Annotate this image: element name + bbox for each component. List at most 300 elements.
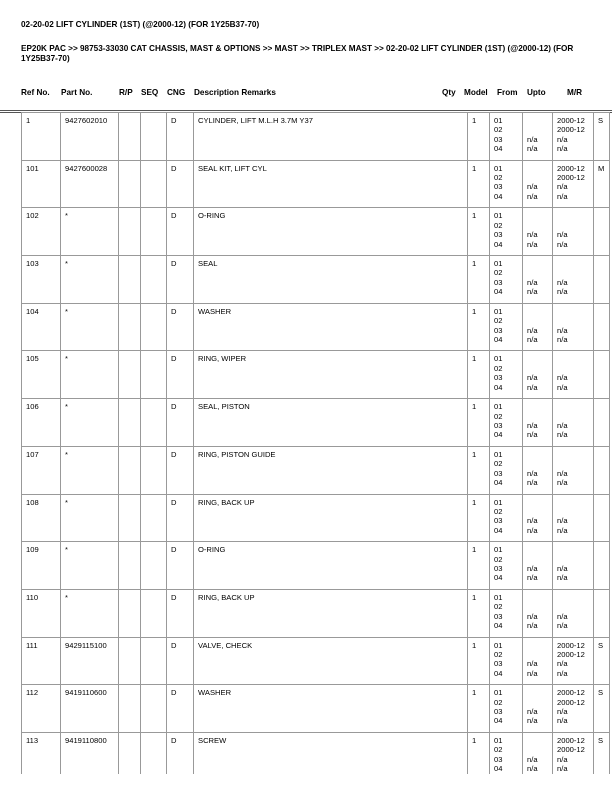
table-row <box>22 303 610 351</box>
model-line: 04 <box>494 287 503 297</box>
upto <box>553 256 594 304</box>
description: SCREW <box>194 732 468 773</box>
mr: M <box>594 160 610 208</box>
mr <box>594 542 610 590</box>
from-line <box>527 459 548 468</box>
part-no: * <box>61 208 119 256</box>
model-line: 01 <box>494 402 503 412</box>
model-line: 01 <box>494 259 503 269</box>
qty: 1 <box>468 303 490 351</box>
upto-line: n/a <box>557 144 568 154</box>
upto <box>553 303 594 351</box>
table-row <box>22 732 610 773</box>
ref-no: 113 <box>22 732 61 773</box>
qty: 1 <box>468 399 490 447</box>
model-line: 03 <box>494 373 503 383</box>
upto <box>553 542 594 590</box>
model-line: 04 <box>494 191 503 201</box>
from-line <box>527 641 548 650</box>
model-line: 01 <box>494 163 503 173</box>
ref-no: 111 <box>22 637 61 685</box>
seq-cell <box>141 589 167 637</box>
page-title: 02-20-02 LIFT CYLINDER (1ST) (@2000-12) (FOR 1Y25B37-70) <box>21 20 260 29</box>
upto-line: n/a <box>557 477 568 487</box>
from <box>523 399 553 447</box>
upto-line: n/a <box>557 563 568 573</box>
upto-line: n/a <box>557 134 568 144</box>
cng: D <box>167 589 194 637</box>
seq-cell <box>141 256 167 304</box>
model-line: 03 <box>494 134 503 144</box>
from-line <box>527 745 548 754</box>
from-line: n/a <box>527 230 538 240</box>
model-line: 02 <box>494 411 503 421</box>
seq-cell <box>141 637 167 685</box>
from-line <box>527 116 548 125</box>
cng: D <box>167 208 194 256</box>
rp-cell <box>119 685 141 733</box>
cng: D <box>167 256 194 304</box>
model-line: 04 <box>494 573 503 583</box>
header-qty: Qty <box>442 88 456 97</box>
model-line: 01 <box>494 306 503 316</box>
from-line <box>527 555 548 564</box>
upto-line <box>557 268 589 277</box>
from-line <box>527 450 548 459</box>
header-from: From <box>497 88 518 97</box>
seq-cell <box>141 732 167 773</box>
model-line: 02 <box>494 220 503 230</box>
rp-cell <box>119 637 141 685</box>
from-line <box>527 602 548 611</box>
model-line: 01 <box>494 116 503 125</box>
model <box>490 637 523 685</box>
model-line: 03 <box>494 420 503 430</box>
model-line: 02 <box>494 554 503 564</box>
mr <box>594 351 610 399</box>
cng: D <box>167 351 194 399</box>
from-line <box>527 164 548 173</box>
header-upto: Upto <box>527 88 546 97</box>
seq-cell <box>141 399 167 447</box>
header-mr: M/R <box>567 88 583 97</box>
from-line: n/a <box>527 191 538 201</box>
qty: 1 <box>468 446 490 494</box>
from-line: n/a <box>527 134 538 144</box>
model-line: 01 <box>494 354 503 364</box>
from-line: n/a <box>527 707 538 717</box>
from-line: n/a <box>527 516 538 526</box>
from-line <box>527 307 548 316</box>
upto <box>553 208 594 256</box>
from-line <box>527 736 548 745</box>
from <box>523 494 553 542</box>
from-line: n/a <box>527 239 538 249</box>
seq-cell <box>141 113 167 161</box>
model-line: 01 <box>494 640 503 650</box>
rp-cell <box>119 589 141 637</box>
upto-line: n/a <box>557 430 568 440</box>
model-line: 02 <box>494 268 503 278</box>
from-line <box>527 316 548 325</box>
model-line: 03 <box>494 707 503 717</box>
qty: 1 <box>468 732 490 773</box>
upto-line: n/a <box>557 191 568 201</box>
from-line: n/a <box>527 382 538 392</box>
upto-line: n/a <box>557 373 568 383</box>
model <box>490 685 523 733</box>
ref-no: 106 <box>22 399 61 447</box>
from-line <box>527 402 548 411</box>
part-no: * <box>61 256 119 304</box>
upto <box>553 732 594 773</box>
upto-line: 2000-12 <box>557 173 585 183</box>
rp-cell <box>119 399 141 447</box>
mr: S <box>594 732 610 773</box>
rp-cell <box>119 160 141 208</box>
model-line: 04 <box>494 382 503 392</box>
from-line: n/a <box>527 420 538 430</box>
from-line <box>527 688 548 697</box>
from-line: n/a <box>527 334 538 344</box>
cng: D <box>167 160 194 208</box>
rp-cell <box>119 113 141 161</box>
upto <box>553 589 594 637</box>
model-line: 03 <box>494 277 503 287</box>
upto-line <box>557 402 589 411</box>
qty: 1 <box>468 685 490 733</box>
from <box>523 637 553 685</box>
rp-cell <box>119 494 141 542</box>
header-cng: CNG <box>167 88 186 97</box>
upto-line <box>557 316 589 325</box>
ref-no: 104 <box>22 303 61 351</box>
model-line: 04 <box>494 525 503 535</box>
model-line: 01 <box>494 545 503 555</box>
ref-no: 110 <box>22 589 61 637</box>
seq-cell <box>141 303 167 351</box>
upto-line <box>557 555 589 564</box>
upto-line <box>557 307 589 316</box>
header-rp: R/P <box>119 88 133 97</box>
header-desc: Description Remarks <box>194 88 276 97</box>
upto-line <box>557 459 589 468</box>
description: CYLINDER, LIFT M.L.H 3.7M Y37 <box>194 113 468 161</box>
cng: D <box>167 303 194 351</box>
upto-line: n/a <box>557 420 568 430</box>
model <box>490 589 523 637</box>
model-line: 01 <box>494 735 503 745</box>
upto-line: 2000-12 <box>557 697 585 707</box>
from <box>523 208 553 256</box>
model-line: 03 <box>494 230 503 240</box>
model <box>490 446 523 494</box>
description: RING, BACK UP <box>194 494 468 542</box>
model-line: 03 <box>494 468 503 478</box>
upto-line: 2000-12 <box>557 640 585 650</box>
upto-line: 2000-12 <box>557 125 585 135</box>
qty: 1 <box>468 589 490 637</box>
part-no: * <box>61 351 119 399</box>
part-no: * <box>61 494 119 542</box>
ref-no: 108 <box>22 494 61 542</box>
from <box>523 685 553 733</box>
upto-line: n/a <box>557 621 568 631</box>
from-line: n/a <box>527 182 538 192</box>
upto-line: n/a <box>557 707 568 717</box>
seq-cell <box>141 446 167 494</box>
from-line: n/a <box>527 373 538 383</box>
from-line <box>527 593 548 602</box>
qty: 1 <box>468 494 490 542</box>
cng: D <box>167 637 194 685</box>
upto <box>553 494 594 542</box>
model-line: 02 <box>494 125 503 135</box>
upto-line: n/a <box>557 182 568 192</box>
from <box>523 351 553 399</box>
cng: D <box>167 542 194 590</box>
qty: 1 <box>468 160 490 208</box>
model-line: 02 <box>494 459 503 469</box>
upto <box>553 399 594 447</box>
rp-cell <box>119 256 141 304</box>
table-row <box>22 256 610 304</box>
part-no: * <box>61 589 119 637</box>
from-line: n/a <box>527 621 538 631</box>
table-row <box>22 494 610 542</box>
part-no: * <box>61 303 119 351</box>
model-line: 04 <box>494 477 503 487</box>
upto-line: n/a <box>557 716 568 726</box>
upto-line: 2000-12 <box>557 649 585 659</box>
qty: 1 <box>468 256 490 304</box>
model-line: 01 <box>494 497 503 507</box>
model-line: 04 <box>494 716 503 726</box>
part-no: * <box>61 399 119 447</box>
model-line: 01 <box>494 592 503 602</box>
upto-line: 2000-12 <box>557 688 585 698</box>
from-line <box>527 125 548 134</box>
upto-line: n/a <box>557 611 568 621</box>
description: RING, PISTON GUIDE <box>194 446 468 494</box>
ref-no: 1 <box>22 113 61 161</box>
description: SEAL <box>194 256 468 304</box>
model <box>490 113 523 161</box>
upto-line: 2000-12 <box>557 163 585 173</box>
upto-line <box>557 545 589 554</box>
table-row <box>22 685 610 733</box>
ref-no: 103 <box>22 256 61 304</box>
upto <box>553 685 594 733</box>
from-line: n/a <box>527 668 538 678</box>
from <box>523 446 553 494</box>
model-line: 01 <box>494 449 503 459</box>
upto-line: 2000-12 <box>557 116 585 125</box>
table-row <box>22 113 610 161</box>
upto-line <box>557 412 589 421</box>
part-no: 9427600028 <box>61 160 119 208</box>
part-no: 9419110600 <box>61 685 119 733</box>
upto-line: n/a <box>557 764 568 774</box>
upto-line: n/a <box>557 325 568 335</box>
from-line <box>527 650 548 659</box>
description: O-RING <box>194 208 468 256</box>
description: SEAL, PISTON <box>194 399 468 447</box>
upto-line: n/a <box>557 525 568 535</box>
model-line: 02 <box>494 697 503 707</box>
from-line <box>527 221 548 230</box>
ref-no: 101 <box>22 160 61 208</box>
upto-line <box>557 354 589 363</box>
part-no: * <box>61 542 119 590</box>
from-line: n/a <box>527 287 538 297</box>
rp-cell <box>119 351 141 399</box>
model <box>490 732 523 773</box>
seq-cell <box>141 351 167 399</box>
from-line: n/a <box>527 144 538 154</box>
from-line: n/a <box>527 754 538 764</box>
from <box>523 589 553 637</box>
ref-no: 102 <box>22 208 61 256</box>
from <box>523 113 553 161</box>
model-line: 02 <box>494 602 503 612</box>
breadcrumb: EP20K PAC >> 98753-33030 CAT CHASSIS, MAST & OPTIONS >> MAST >> TRIPLEX MAST >> 02-20-02 LIFT CYLINDER (1ST) (@2000-12) (FOR 1Y25B37-70) <box>21 44 574 63</box>
upto-line: n/a <box>557 573 568 583</box>
upto-line <box>557 259 589 268</box>
upto-line: n/a <box>557 287 568 297</box>
upto-line: n/a <box>557 277 568 287</box>
from-line <box>527 211 548 220</box>
from-line <box>527 498 548 507</box>
table-row <box>22 542 610 590</box>
rp-cell <box>119 446 141 494</box>
from-line: n/a <box>527 611 538 621</box>
upto-line: n/a <box>557 516 568 526</box>
model-line: 04 <box>494 144 503 154</box>
model-line: 04 <box>494 668 503 678</box>
from-line: n/a <box>527 659 538 669</box>
upto-line <box>557 211 589 220</box>
upto-line: n/a <box>557 668 568 678</box>
mr <box>594 208 610 256</box>
upto-line <box>557 507 589 516</box>
model-line: 04 <box>494 239 503 249</box>
header-seq: SEQ <box>141 88 159 97</box>
upto-line: n/a <box>557 754 568 764</box>
model <box>490 256 523 304</box>
upto-line: n/a <box>557 334 568 344</box>
mr: S <box>594 685 610 733</box>
upto-line: 2000-12 <box>557 745 585 755</box>
upto-line: n/a <box>557 239 568 249</box>
from-line: n/a <box>527 277 538 287</box>
upto-line: n/a <box>557 468 568 478</box>
table-row <box>22 160 610 208</box>
from-line <box>527 259 548 268</box>
from-line: n/a <box>527 525 538 535</box>
seq-cell <box>141 542 167 590</box>
mr: S <box>594 113 610 161</box>
mr: S <box>594 637 610 685</box>
seq-cell <box>141 494 167 542</box>
from-line: n/a <box>527 716 538 726</box>
model-line: 04 <box>494 334 503 344</box>
description: RING, WIPER <box>194 351 468 399</box>
mr <box>594 446 610 494</box>
upto-line <box>557 364 589 373</box>
from-line: n/a <box>527 430 538 440</box>
upto-line <box>557 498 589 507</box>
from-line <box>527 268 548 277</box>
model-line: 01 <box>494 211 503 221</box>
upto-line <box>557 450 589 459</box>
from-line: n/a <box>527 563 538 573</box>
model <box>490 399 523 447</box>
cng: D <box>167 732 194 773</box>
upto-line <box>557 593 589 602</box>
cng: D <box>167 446 194 494</box>
part-no: * <box>61 446 119 494</box>
table-row <box>22 589 610 637</box>
table-row <box>22 446 610 494</box>
qty: 1 <box>468 208 490 256</box>
model-line: 03 <box>494 563 503 573</box>
upto <box>553 351 594 399</box>
model-line: 04 <box>494 621 503 631</box>
upto <box>553 446 594 494</box>
table-row <box>22 351 610 399</box>
table-row <box>22 399 610 447</box>
mr <box>594 494 610 542</box>
from-line: n/a <box>527 573 538 583</box>
model-line: 01 <box>494 688 503 698</box>
model-line: 03 <box>494 754 503 764</box>
model-line: 03 <box>494 516 503 526</box>
rp-cell <box>119 208 141 256</box>
model-line: 02 <box>494 363 503 373</box>
cng: D <box>167 113 194 161</box>
cng: D <box>167 685 194 733</box>
upto <box>553 637 594 685</box>
seq-cell <box>141 685 167 733</box>
from-line <box>527 412 548 421</box>
description: O-RING <box>194 542 468 590</box>
model-line: 02 <box>494 649 503 659</box>
rp-cell <box>119 542 141 590</box>
mr <box>594 303 610 351</box>
rp-cell <box>119 303 141 351</box>
model-line: 03 <box>494 325 503 335</box>
mr <box>594 589 610 637</box>
qty: 1 <box>468 542 490 590</box>
qty: 1 <box>468 113 490 161</box>
model-line: 02 <box>494 173 503 183</box>
model-line: 02 <box>494 506 503 516</box>
description: VALVE, CHECK <box>194 637 468 685</box>
part-no: 9427602010 <box>61 113 119 161</box>
model-line: 04 <box>494 764 503 774</box>
model <box>490 160 523 208</box>
from-line: n/a <box>527 477 538 487</box>
model <box>490 351 523 399</box>
upto-line: n/a <box>557 230 568 240</box>
model-line: 02 <box>494 745 503 755</box>
model <box>490 542 523 590</box>
from <box>523 160 553 208</box>
qty: 1 <box>468 351 490 399</box>
qty: 1 <box>468 637 490 685</box>
table-row <box>22 208 610 256</box>
